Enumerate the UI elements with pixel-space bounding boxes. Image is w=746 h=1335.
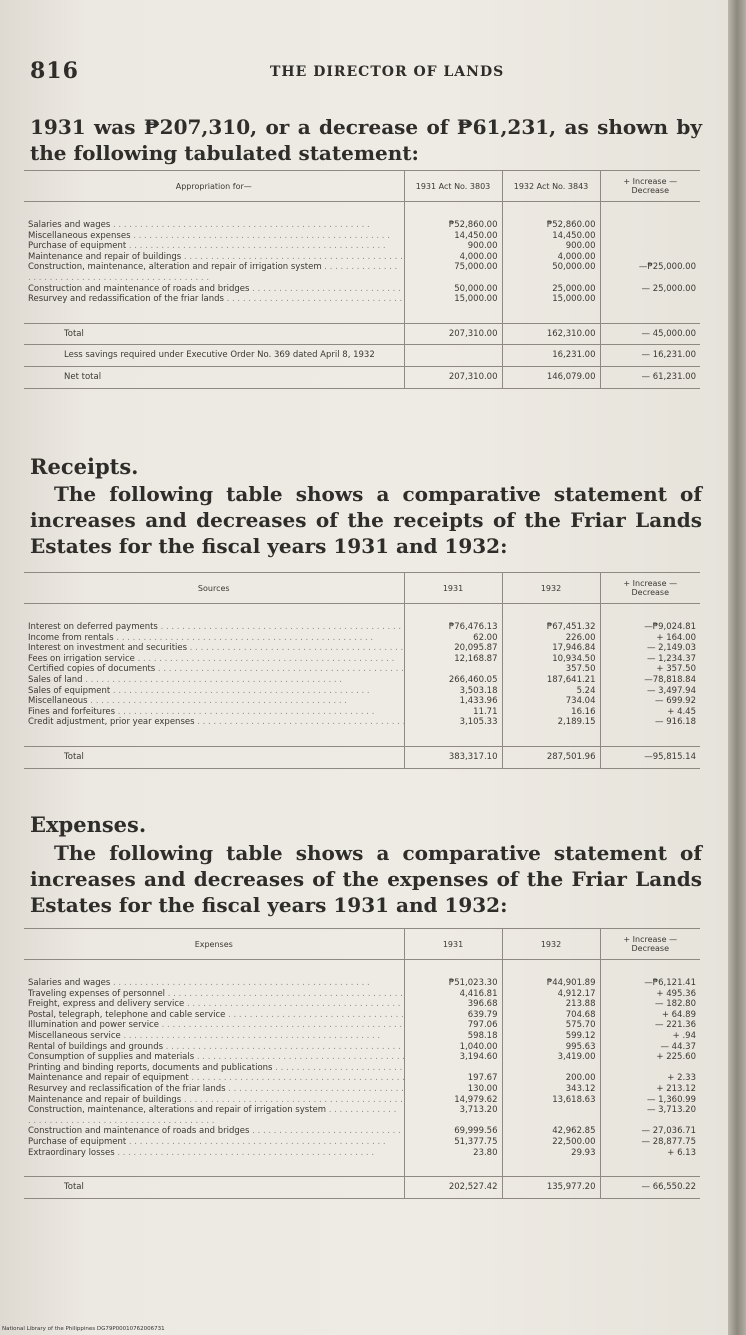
row-value bbox=[404, 345, 502, 367]
receipts-paragraph: The following table shows a comparative statement of increases and decreases of the receipts of the Friar Lands Estates for the fiscal years 1931 and 1932: bbox=[30, 482, 702, 558]
table-row bbox=[24, 252, 700, 263]
row-value: — 3,713.20 bbox=[600, 1105, 700, 1126]
net-total-row bbox=[24, 366, 700, 388]
row-label: Salaries and wages . . . bbox=[24, 978, 404, 989]
row-value: — 221.36 bbox=[600, 1020, 700, 1031]
running-head: THE DIRECTOR OF LANDS bbox=[270, 64, 505, 80]
appropriation-table bbox=[24, 170, 700, 389]
row-label: Total bbox=[24, 323, 404, 345]
table-row bbox=[24, 1052, 700, 1063]
row-value: + 4.45 bbox=[600, 707, 700, 718]
row-value: 197.67 bbox=[404, 1073, 502, 1084]
row-value: 20,095.87 bbox=[404, 643, 502, 654]
row-value: — 28,877.75 bbox=[600, 1137, 700, 1148]
table-row bbox=[24, 1095, 700, 1106]
row-label: Net total bbox=[24, 366, 404, 388]
row-value bbox=[600, 294, 700, 305]
row-label: Construction and maintenance of roads and bridges . . . bbox=[24, 1126, 404, 1137]
row-value: — 45,000.00 bbox=[600, 323, 700, 345]
row-value: 11.71 bbox=[404, 707, 502, 718]
col-header-1932: 1932 bbox=[502, 929, 600, 960]
row-value bbox=[600, 1063, 700, 1074]
row-label: Miscellaneous service . . . bbox=[24, 1031, 404, 1042]
row-label: Total bbox=[24, 746, 404, 768]
table-row bbox=[24, 1148, 700, 1159]
row-label: Maintenance and repair of equipment . . . bbox=[24, 1073, 404, 1084]
table-row bbox=[24, 696, 700, 707]
row-value: 900.00 bbox=[502, 241, 600, 252]
col-header-appropriation: Appropriation for— bbox=[24, 171, 404, 202]
row-value: — 2,149.03 bbox=[600, 643, 700, 654]
row-label: Fines and forfeitures . . . bbox=[24, 707, 404, 718]
table-row bbox=[24, 1063, 700, 1074]
row-label: Resurvey and reclassification of the friar lands . . . bbox=[24, 1084, 404, 1095]
row-value: — 25,000.00 bbox=[600, 284, 700, 295]
savings-row bbox=[24, 345, 700, 367]
row-value: 266,460.05 bbox=[404, 675, 502, 686]
row-label: Illumination and power service . . . bbox=[24, 1020, 404, 1031]
row-label: Purchase of equipment . . . bbox=[24, 1137, 404, 1148]
row-value: ₱44,901.89 bbox=[502, 978, 600, 989]
row-value: 50,000.00 bbox=[502, 262, 600, 283]
row-value: + 357.50 bbox=[600, 664, 700, 675]
row-label: Postal, telegraph, telephone and cable service . . . bbox=[24, 1010, 404, 1021]
row-value: 10,934.50 bbox=[502, 654, 600, 665]
row-value: —₱25,000.00 bbox=[600, 262, 700, 283]
row-value: 12,168.87 bbox=[404, 654, 502, 665]
row-value: ₱76,476.13 bbox=[404, 622, 502, 633]
row-value: 17,946.84 bbox=[502, 643, 600, 654]
row-value: 207,310.00 bbox=[404, 323, 502, 345]
row-spacer bbox=[24, 728, 700, 747]
row-label: Maintenance and repair of buildings . . . bbox=[24, 252, 404, 263]
row-value: 3,419.00 bbox=[502, 1052, 600, 1063]
row-value: + 2.33 bbox=[600, 1073, 700, 1084]
row-value: + 225.60 bbox=[600, 1052, 700, 1063]
table-row bbox=[24, 707, 700, 718]
col-header-change: + Increase — Decrease bbox=[600, 573, 700, 604]
row-value: — 44.37 bbox=[600, 1042, 700, 1053]
row-value bbox=[600, 252, 700, 263]
row-value: 135,977.20 bbox=[502, 1177, 600, 1199]
intro-paragraph: 1931 was ₱207,310, or a decrease of ₱61,231, as shown by the following tabulated statement: bbox=[30, 115, 702, 165]
row-value: 639.79 bbox=[404, 1010, 502, 1021]
row-label: Purchase of equipment . . . bbox=[24, 241, 404, 252]
col-header-1932: 1932 bbox=[502, 573, 600, 604]
row-label: Total bbox=[24, 1177, 404, 1199]
row-value: ₱67,451.32 bbox=[502, 622, 600, 633]
table-row bbox=[24, 664, 700, 675]
row-label: Rental of buildings and grounds . . . bbox=[24, 1042, 404, 1053]
row-value: 4,000.00 bbox=[404, 252, 502, 263]
table-row bbox=[24, 220, 700, 231]
row-value: 50,000.00 bbox=[404, 284, 502, 295]
col-header-expenses: Expenses bbox=[24, 929, 404, 960]
row-value: 287,501.96 bbox=[502, 746, 600, 768]
row-label: Construction, maintenance, alteration and repair of irrigation system . . . bbox=[24, 262, 404, 283]
row-value bbox=[600, 231, 700, 242]
table-row bbox=[24, 989, 700, 1000]
row-value: 13,618.63 bbox=[502, 1095, 600, 1106]
row-value: ₱51,023.30 bbox=[404, 978, 502, 989]
row-value: 25,000.00 bbox=[502, 284, 600, 295]
row-label: Interest on deferred payments . . . bbox=[24, 622, 404, 633]
expenses-paragraph: The following table shows a comparative statement of increases and decreases of the expenses of the Friar Lands Estates for the fiscal years 1931 and 1932: bbox=[30, 841, 702, 917]
row-value: — 66,550.22 bbox=[600, 1177, 700, 1199]
row-value: ₱52,860.00 bbox=[404, 220, 502, 231]
row-value: 2,189.15 bbox=[502, 717, 600, 728]
expenses-table bbox=[24, 928, 700, 1199]
row-label: Consumption of supplies and materials . . . bbox=[24, 1052, 404, 1063]
page-header bbox=[30, 58, 700, 88]
row-value: 42,962.85 bbox=[502, 1126, 600, 1137]
row-value: 599.12 bbox=[502, 1031, 600, 1042]
table-row bbox=[24, 999, 700, 1010]
table-row bbox=[24, 675, 700, 686]
row-value: 75,000.00 bbox=[404, 262, 502, 283]
row-value: 14,450.00 bbox=[502, 231, 600, 242]
row-value: 207,310.00 bbox=[404, 366, 502, 388]
row-label: Freight, express and delivery service . . . bbox=[24, 999, 404, 1010]
footer-credit: National Library of the Philippines DG79P00010762006731 bbox=[2, 1326, 165, 1332]
row-label: Traveling expenses of personnel . . . bbox=[24, 989, 404, 1000]
row-value: 3,503.18 bbox=[404, 686, 502, 697]
row-value bbox=[502, 1063, 600, 1074]
row-value: 15,000.00 bbox=[502, 294, 600, 305]
receipts-heading: Receipts. bbox=[30, 454, 139, 479]
row-value: 16.16 bbox=[502, 707, 600, 718]
row-value: 187,641.21 bbox=[502, 675, 600, 686]
table-row bbox=[24, 643, 700, 654]
row-value: + .94 bbox=[600, 1031, 700, 1042]
col-header-1932: 1932 Act No. 3843 bbox=[502, 171, 600, 202]
table-row bbox=[24, 294, 700, 305]
row-value bbox=[600, 241, 700, 252]
row-label: Resurvey and redassification of the friar lands . . . bbox=[24, 294, 404, 305]
row-value: + 64.89 bbox=[600, 1010, 700, 1021]
table-row bbox=[24, 633, 700, 644]
table-row bbox=[24, 978, 700, 989]
row-value: — 1,360.99 bbox=[600, 1095, 700, 1106]
table-row bbox=[24, 622, 700, 633]
row-value: 383,317.10 bbox=[404, 746, 502, 768]
row-value: 14,450.00 bbox=[404, 231, 502, 242]
table-row bbox=[24, 241, 700, 252]
row-spacer bbox=[24, 604, 700, 623]
row-label: Extraordinary losses . . . bbox=[24, 1148, 404, 1159]
row-value: 51,377.75 bbox=[404, 1137, 502, 1148]
row-value: 202,527.42 bbox=[404, 1177, 502, 1199]
row-value bbox=[502, 1105, 600, 1126]
row-value: 734.04 bbox=[502, 696, 600, 707]
row-value: — 1,234.37 bbox=[600, 654, 700, 665]
col-header-change: + Increase — Decrease bbox=[600, 171, 700, 202]
row-label: Fees on irrigation service . . . bbox=[24, 654, 404, 665]
table-row bbox=[24, 1084, 700, 1095]
row-value: + 164.00 bbox=[600, 633, 700, 644]
receipts-table bbox=[24, 572, 700, 769]
row-value: 14,979.62 bbox=[404, 1095, 502, 1106]
row-value: 22,500.00 bbox=[502, 1137, 600, 1148]
table-row bbox=[24, 1126, 700, 1137]
expenses-heading: Expenses. bbox=[30, 812, 147, 837]
row-label: Less savings required under Executive Order No. 369 dated April 8, 1932 bbox=[24, 345, 404, 367]
table-row bbox=[24, 1031, 700, 1042]
row-value: 797.06 bbox=[404, 1020, 502, 1031]
page-number: 816 bbox=[30, 58, 79, 84]
table-row bbox=[24, 262, 700, 283]
row-value: 23.80 bbox=[404, 1148, 502, 1159]
table-row bbox=[24, 1137, 700, 1148]
table-row bbox=[24, 686, 700, 697]
row-label: Sales of equipment . . . bbox=[24, 686, 404, 697]
row-label: Construction, maintenance, alterations and repair of irrigation system . . . bbox=[24, 1105, 404, 1126]
row-value: — 61,231.00 bbox=[600, 366, 700, 388]
row-value: 598.18 bbox=[404, 1031, 502, 1042]
row-label: Construction and maintenance of roads and bridges . . . bbox=[24, 284, 404, 295]
row-value: 29.93 bbox=[502, 1148, 600, 1159]
row-value: 357.50 bbox=[502, 664, 600, 675]
row-value: 213.88 bbox=[502, 999, 600, 1010]
table-row bbox=[24, 1073, 700, 1084]
row-value: 4,416.81 bbox=[404, 989, 502, 1000]
table-row bbox=[24, 1042, 700, 1053]
col-header-1931: 1931 Act No. 3803 bbox=[404, 171, 502, 202]
col-header-change: + Increase — Decrease bbox=[600, 929, 700, 960]
col-header-sources: Sources bbox=[24, 573, 404, 604]
total-row bbox=[24, 323, 700, 345]
row-value: 200.00 bbox=[502, 1073, 600, 1084]
row-value: + 213.12 bbox=[600, 1084, 700, 1095]
row-value: 3,194.60 bbox=[404, 1052, 502, 1063]
row-value: 162,310.00 bbox=[502, 323, 600, 345]
row-value: 3,105.33 bbox=[404, 717, 502, 728]
row-spacer bbox=[24, 1158, 700, 1177]
row-label: Printing and binding reports, documents and publications . . . bbox=[24, 1063, 404, 1074]
row-spacer bbox=[24, 202, 700, 221]
table-row bbox=[24, 1105, 700, 1126]
row-value: 704.68 bbox=[502, 1010, 600, 1021]
row-value: 130.00 bbox=[404, 1084, 502, 1095]
row-value bbox=[404, 664, 502, 675]
table-row bbox=[24, 654, 700, 665]
row-value: — 16,231.00 bbox=[600, 345, 700, 367]
row-value: 69,999.56 bbox=[404, 1126, 502, 1137]
total-row bbox=[24, 1177, 700, 1199]
row-value: 226.00 bbox=[502, 633, 600, 644]
total-row bbox=[24, 746, 700, 768]
row-label: Income from rentals . . . bbox=[24, 633, 404, 644]
row-value: —₱6,121.41 bbox=[600, 978, 700, 989]
table-row bbox=[24, 1020, 700, 1031]
row-value: 575.70 bbox=[502, 1020, 600, 1031]
row-value: —95,815.14 bbox=[600, 746, 700, 768]
row-value: + 6.13 bbox=[600, 1148, 700, 1159]
table-row bbox=[24, 1010, 700, 1021]
row-value: 995.63 bbox=[502, 1042, 600, 1053]
row-label: Miscellaneous expenses . . . bbox=[24, 231, 404, 242]
row-value: 900.00 bbox=[404, 241, 502, 252]
row-value: 62.00 bbox=[404, 633, 502, 644]
page-binding-edge bbox=[728, 0, 746, 1335]
row-value: 3,713.20 bbox=[404, 1105, 502, 1126]
row-value: 396.68 bbox=[404, 999, 502, 1010]
row-value: 15,000.00 bbox=[404, 294, 502, 305]
row-label: Interest on investment and securities . . . bbox=[24, 643, 404, 654]
row-value: — 27,036.71 bbox=[600, 1126, 700, 1137]
row-label: Sales of land . . . bbox=[24, 675, 404, 686]
row-value: 1,433.96 bbox=[404, 696, 502, 707]
row-value: 343.12 bbox=[502, 1084, 600, 1095]
col-header-1931: 1931 bbox=[404, 929, 502, 960]
row-label: Certified copies of documents . . . bbox=[24, 664, 404, 675]
table-row bbox=[24, 284, 700, 295]
row-value: —₱9,024.81 bbox=[600, 622, 700, 633]
row-spacer bbox=[24, 305, 700, 324]
col-header-1931: 1931 bbox=[404, 573, 502, 604]
row-value: 4,000.00 bbox=[502, 252, 600, 263]
row-spacer bbox=[24, 960, 700, 979]
row-value bbox=[600, 220, 700, 231]
row-value: —78,818.84 bbox=[600, 675, 700, 686]
row-value: — 699.92 bbox=[600, 696, 700, 707]
row-value: — 182.80 bbox=[600, 999, 700, 1010]
row-value bbox=[404, 1063, 502, 1074]
row-value: ₱52,860.00 bbox=[502, 220, 600, 231]
row-label: Miscellaneous . . . bbox=[24, 696, 404, 707]
table-row bbox=[24, 231, 700, 242]
row-value: 1,040.00 bbox=[404, 1042, 502, 1053]
row-value: 16,231.00 bbox=[502, 345, 600, 367]
row-value: 5.24 bbox=[502, 686, 600, 697]
row-value: + 495.36 bbox=[600, 989, 700, 1000]
row-label: Salaries and wages . . . bbox=[24, 220, 404, 231]
row-value: — 916.18 bbox=[600, 717, 700, 728]
row-label: Maintenance and repair of buildings . . . bbox=[24, 1095, 404, 1106]
table-row bbox=[24, 717, 700, 728]
row-value: — 3,497.94 bbox=[600, 686, 700, 697]
row-value: 4,912.17 bbox=[502, 989, 600, 1000]
row-value: 146,079.00 bbox=[502, 366, 600, 388]
row-label: Credit adjustment, prior year expenses . . . bbox=[24, 717, 404, 728]
